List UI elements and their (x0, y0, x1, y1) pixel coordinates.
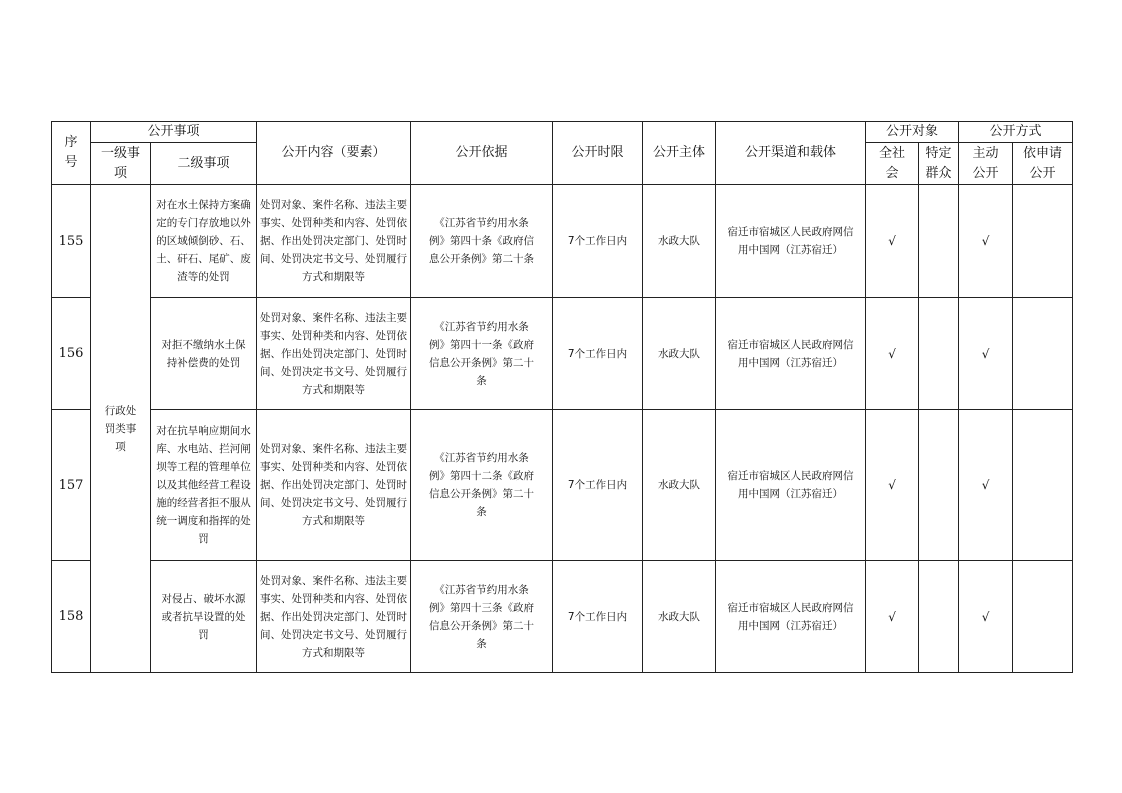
table-row (52, 185, 1073, 298)
row-content: 处罚对象、案件名称、违法主要事实、处罚种类和内容、处罚依据、作出处罚决定部门、处罚时间、处罚决定书文号、处罚履行方式和期限等 (257, 561, 411, 673)
row-on-request (1013, 561, 1073, 673)
row-basis: 《江苏省节约用水条例》第四十一条《政府信息公开条例》第二十条 (411, 298, 553, 410)
content-header: 公开内容（要素） (257, 122, 411, 185)
row-public-all: √ (866, 410, 919, 561)
row-level2: 对侵占、破坏水源或者抗旱设置的处罚 (151, 561, 257, 673)
row-channel: 宿迁市宿城区人民政府网信用中国网（江苏宿迁） (716, 298, 866, 410)
audience-group-header: 公开对象 (866, 122, 959, 143)
public-all-header: 全社会 (866, 143, 919, 185)
on-request-header: 依申请公开 (1013, 143, 1073, 185)
row-public-all: √ (866, 185, 919, 298)
row-level2: 对在水土保持方案确定的专门存放地以外的区域倾倒砂、石、土、矸石、尾矿、废渣等的处罚 (151, 185, 257, 298)
row-public-all: √ (866, 561, 919, 673)
method-group-header: 公开方式 (959, 122, 1073, 143)
row-active: √ (959, 185, 1013, 298)
level1-category-cell: 行政处罚类事项 (91, 185, 151, 673)
row-time-limit: 7个工作日内 (553, 410, 643, 561)
row-on-request (1013, 185, 1073, 298)
row-level2: 对拒不缴纳水土保持补偿费的处罚 (151, 298, 257, 410)
basis-header: 公开依据 (411, 122, 553, 185)
row-active: √ (959, 561, 1013, 673)
row-serial: 155 (52, 185, 91, 298)
row-content: 处罚对象、案件名称、违法主要事实、处罚种类和内容、处罚依据、作出处罚决定部门、处罚时间、处罚决定书文号、处罚履行方式和期限等 (257, 410, 411, 561)
row-basis: 《江苏省节约用水条例》第四十二条《政府信息公开条例》第二十条 (411, 410, 553, 561)
row-channel: 宿迁市宿城区人民政府网信用中国网（江苏宿迁） (716, 185, 866, 298)
row-public-all: √ (866, 298, 919, 410)
row-level2: 对在抗旱响应期间水库、水电站、拦河闸坝等工程的管理单位以及其他经营工程设施的经营者拒不服从统一调度和指挥的处罚 (151, 410, 257, 561)
channel-header: 公开渠道和载体 (716, 122, 866, 185)
table-row (52, 298, 1073, 410)
level1-header: 一级事项 (91, 143, 151, 185)
row-time-limit: 7个工作日内 (553, 185, 643, 298)
row-time-limit: 7个工作日内 (553, 561, 643, 673)
level2-header: 二级事项 (151, 143, 257, 185)
row-specific-group (919, 185, 959, 298)
table-row (52, 561, 1073, 673)
row-active: √ (959, 410, 1013, 561)
row-serial: 158 (52, 561, 91, 673)
row-serial: 157 (52, 410, 91, 561)
row-time-limit: 7个工作日内 (553, 298, 643, 410)
row-content: 处罚对象、案件名称、违法主要事实、处罚种类和内容、处罚依据、作出处罚决定部门、处罚时间、处罚决定书文号、处罚履行方式和期限等 (257, 298, 411, 410)
row-on-request (1013, 410, 1073, 561)
row-specific-group (919, 298, 959, 410)
row-channel: 宿迁市宿城区人民政府网信用中国网（江苏宿迁） (716, 410, 866, 561)
row-subject: 水政大队 (643, 561, 716, 673)
row-content: 处罚对象、案件名称、违法主要事实、处罚种类和内容、处罚依据、作出处罚决定部门、处罚时间、处罚决定书文号、处罚履行方式和期限等 (257, 185, 411, 298)
subject-header: 公开主体 (643, 122, 716, 185)
active-header: 主动公开 (959, 143, 1013, 185)
row-on-request (1013, 298, 1073, 410)
header-row-top (52, 122, 1073, 143)
table-row (52, 410, 1073, 561)
row-active: √ (959, 298, 1013, 410)
row-basis: 《江苏省节约用水条例》第四十条《政府信息公开条例》第二十条 (411, 185, 553, 298)
row-subject: 水政大队 (643, 410, 716, 561)
serial-header: 序号 (52, 122, 91, 185)
row-subject: 水政大队 (643, 298, 716, 410)
matter-group-header: 公开事项 (91, 122, 257, 143)
row-specific-group (919, 410, 959, 561)
row-specific-group (919, 561, 959, 673)
specific-group-header: 特定群众 (919, 143, 959, 185)
time-limit-header: 公开时限 (553, 122, 643, 185)
row-channel: 宿迁市宿城区人民政府网信用中国网（江苏宿迁） (716, 561, 866, 673)
row-subject: 水政大队 (643, 185, 716, 298)
row-serial: 156 (52, 298, 91, 410)
row-basis: 《江苏省节约用水条例》第四十三条《政府信息公开条例》第二十条 (411, 561, 553, 673)
disclosure-table (51, 121, 1073, 673)
